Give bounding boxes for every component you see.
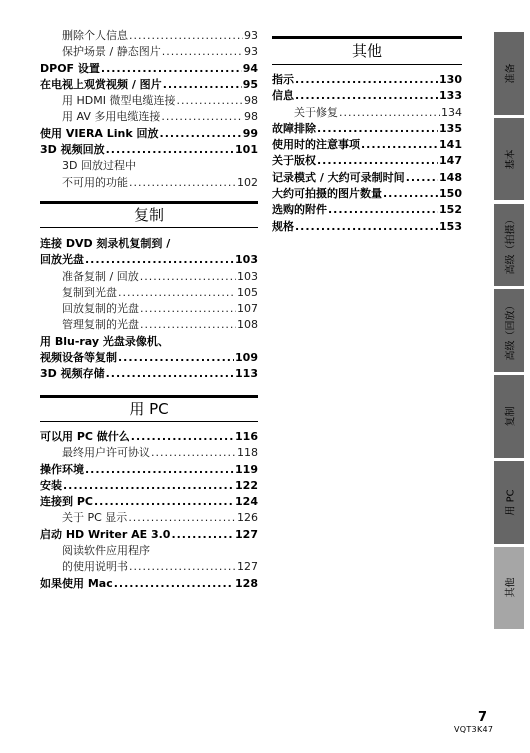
dot-leader [118,350,234,366]
toc-entry-title: 关于 PC 显示 [62,511,128,525]
toc-group-pc [40,429,258,592]
dot-leader [129,28,243,44]
toc-entry-title: 准备复制 / 回放 [62,269,139,283]
toc-entry-title: DPOF 设置 [40,61,100,75]
toc-entry[interactable] [40,543,258,559]
toc-entry[interactable] [40,269,258,285]
toc-entry-page: 126 [237,511,258,525]
chapter-tab-label: 其他 [505,577,517,598]
chapter-tab[interactable] [494,375,524,458]
toc-entry-page: 93 [244,45,258,59]
dot-leader [129,559,236,575]
toc-entry-page: 103 [237,269,258,283]
dot-leader [161,109,243,125]
toc-entry[interactable] [40,126,258,142]
toc-entry[interactable] [272,153,462,169]
toc-entry-title: 用 AV 多用电缆连接 [62,110,161,124]
chapter-tab-label: 高级（回放） [505,300,517,361]
toc-entry-page: 148 [439,170,462,184]
toc-entry-page: 147 [439,154,462,168]
chapter-tab-label: 基本 [505,149,517,170]
toc-entry-page: 94 [242,61,258,75]
toc-entry-title: 可以用 PC 做什么 [40,430,130,443]
dot-leader [85,462,234,478]
chapter-tab-label: 高级（拍摄） [505,214,517,275]
dot-leader [85,252,234,268]
toc-entry-title: 保护场景 / 静态图片 [62,45,161,59]
toc-entry[interactable] [40,285,258,301]
toc-group-playback [40,28,258,191]
toc-entry-title: 在电视上观赏视频 / 图片 [40,77,162,91]
dot-leader [118,285,236,301]
dot-leader [383,186,438,202]
toc-entry-title: 连接 DVD 刻录机复制到 / [40,237,171,250]
toc-entry-title: 使用 VIERA Link 回放 [40,126,159,140]
dot-leader [171,527,234,543]
dot-leader [63,478,234,494]
toc-entry-title: 不可用的功能 [62,175,128,189]
toc-entry[interactable] [40,252,258,268]
toc-entry-page: 118 [237,446,258,460]
toc-entry-title: 操作环境 [40,462,84,476]
toc-entry-page: 116 [235,430,258,443]
toc-entry-page: 98 [244,110,258,124]
section-title: 复制 [133,206,164,224]
dot-leader [317,153,438,169]
toc-entry-page: 95 [242,77,258,91]
toc-entry[interactable] [40,576,258,592]
section-heading-pc [40,395,258,422]
toc-entry-page: 128 [235,576,258,590]
toc-entry[interactable] [40,559,258,575]
toc-group-copy [40,236,258,383]
chapter-tab[interactable] [494,547,524,630]
toc-entry[interactable] [272,121,462,137]
chapter-tab[interactable] [494,461,524,544]
toc-entry-page: 113 [235,367,258,381]
toc-entry-page: 134 [441,105,462,119]
toc-group-others [272,72,462,235]
toc-entry-page: 101 [235,143,258,157]
toc-entry[interactable] [272,137,462,153]
toc-entry-page: 119 [235,462,258,476]
toc-entry-title: 用 HDMI 微型电缆连接 [62,94,176,108]
toc-entry-title: 连接到 PC [40,495,93,509]
dot-leader [101,61,242,77]
toc-entry-page: 122 [235,478,258,492]
toc-entry[interactable] [40,478,258,494]
toc-entry-title: 启动 HD Writer AE 3.0 [40,527,171,541]
toc-entry-page: 130 [439,73,462,86]
toc-entry-page: 105 [237,285,258,299]
dot-leader [129,175,236,191]
dot-leader [295,88,438,104]
document-code: VQT3K47 [454,725,494,734]
toc-entry[interactable] [40,494,258,510]
dot-leader [106,142,234,158]
page-number: 7 [478,710,488,725]
toc-entry-page: 152 [439,203,462,217]
toc-entry-title: 如果使用 Mac [40,576,113,590]
toc-entry-page: 127 [235,527,258,541]
dot-leader [140,301,236,317]
chapter-tab[interactable] [494,118,524,201]
toc-entry[interactable] [40,429,258,445]
section-title: 用 PC [129,400,169,418]
toc-entry[interactable] [40,236,258,252]
toc-entry-page: 103 [235,253,258,267]
toc-entry[interactable] [272,88,462,104]
dot-leader [406,170,438,186]
toc-entry[interactable] [40,317,258,333]
dot-leader [151,445,236,461]
toc-entry[interactable] [272,105,462,121]
toc-entry-title: 大约可拍摄的图片数量 [272,187,382,201]
toc-entry-page: 102 [237,175,258,189]
dot-leader [361,137,438,153]
dot-leader [114,576,234,592]
section-heading-copy [40,201,258,228]
dot-leader [295,219,438,235]
toc-entry-title: 视频设备等复制 [40,351,117,365]
chapter-tab[interactable] [494,204,524,287]
toc-entry[interactable] [272,202,462,218]
dot-leader [317,121,438,137]
dot-leader [162,44,243,60]
dot-leader [328,202,438,218]
toc-entry-page: 109 [235,351,258,365]
toc-entry-page: 141 [439,138,462,152]
toc-entry[interactable] [40,93,258,109]
toc-entry-title: 最终用户许可协议 [62,446,150,460]
chapter-tab[interactable] [494,289,524,372]
dot-leader [106,366,234,382]
toc-entry-title: 关于版权 [272,154,316,168]
toc-entry[interactable] [272,72,462,88]
toc-entry-page: 108 [237,318,258,332]
toc-entry[interactable] [272,170,462,186]
toc-entry-page: 153 [439,219,462,233]
toc-entry-page: 93 [244,29,258,42]
toc-entry[interactable] [40,61,258,77]
toc-entry-title: 关于修复 [294,105,338,119]
toc-entry-page: 98 [244,94,258,108]
toc-entry-title: 回放复制的光盘 [62,302,139,316]
dot-leader [339,105,440,121]
toc-entry[interactable] [40,334,258,350]
toc-entry-page: 133 [439,89,462,103]
toc-entry[interactable] [272,219,462,235]
toc-entry[interactable] [40,510,258,526]
toc-entry-title: 阅读软件应用程序 [62,544,150,558]
dot-leader [160,126,242,142]
dot-leader [94,494,234,510]
toc-entry-page: 127 [237,560,258,574]
toc-entry-title: 复制到光盘 [62,285,117,299]
toc-entry-title: 管理复制的光盘 [62,318,139,332]
chapter-tab[interactable] [494,32,524,115]
toc-entry[interactable] [40,28,258,44]
toc-entry[interactable] [40,77,258,93]
toc-entry-title: 规格 [272,219,294,233]
toc-entry-title: 3D 回放过程中 [62,159,136,173]
chapter-tab-label: 准备 [505,63,517,84]
toc-entry[interactable] [40,175,258,191]
toc-entry-page: 107 [237,302,258,316]
toc-entry-page: 150 [439,187,462,201]
section-title: 其他 [351,42,382,60]
toc-entry-title: 3D 视频存储 [40,367,105,381]
chapter-tab-label: 用 PC [505,489,517,516]
dot-leader [140,317,236,333]
dot-leader [128,510,236,526]
dot-leader [131,429,234,445]
toc-entry-title: 故障排除 [272,121,316,135]
toc-entry-title: 用 Blu-ray 光盘录像机、 [40,334,169,348]
dot-leader [295,72,438,88]
toc-entry-page: 135 [439,121,462,135]
toc-entry[interactable] [40,462,258,478]
toc-entry[interactable] [40,158,258,174]
toc-entry-title: 删除个人信息 [62,29,128,42]
toc-entry-title: 使用时的注意事项 [272,138,360,152]
toc-entry-title: 指示 [272,73,294,86]
toc-entry[interactable] [40,527,258,543]
toc-entry-title: 安装 [40,478,62,492]
toc-entry-page: 124 [235,495,258,509]
dot-leader [176,93,243,109]
dot-leader [140,269,236,285]
dot-leader [163,77,242,93]
section-heading-others [272,36,462,65]
toc-entry[interactable] [40,445,258,461]
toc-entry-title: 3D 视频回放 [40,143,105,157]
toc-entry-title: 选购的附件 [272,203,327,217]
toc-entry-title: 信息 [272,89,294,103]
chapter-tabs [494,32,524,632]
toc-entry[interactable] [40,109,258,125]
toc-entry[interactable] [40,44,258,60]
chapter-tab-label: 复制 [505,406,517,427]
toc-entry[interactable] [40,301,258,317]
toc-entry-title: 回放光盘 [40,253,84,267]
toc-entry[interactable] [40,350,258,366]
toc-entry[interactable] [272,186,462,202]
toc-entry-page: 99 [242,126,258,140]
toc-entry-title: 的使用说明书 [62,560,128,574]
toc-entry[interactable] [40,366,258,382]
toc-entry[interactable] [40,142,258,158]
toc-entry-title: 记录模式 / 大约可录制时间 [272,170,405,184]
